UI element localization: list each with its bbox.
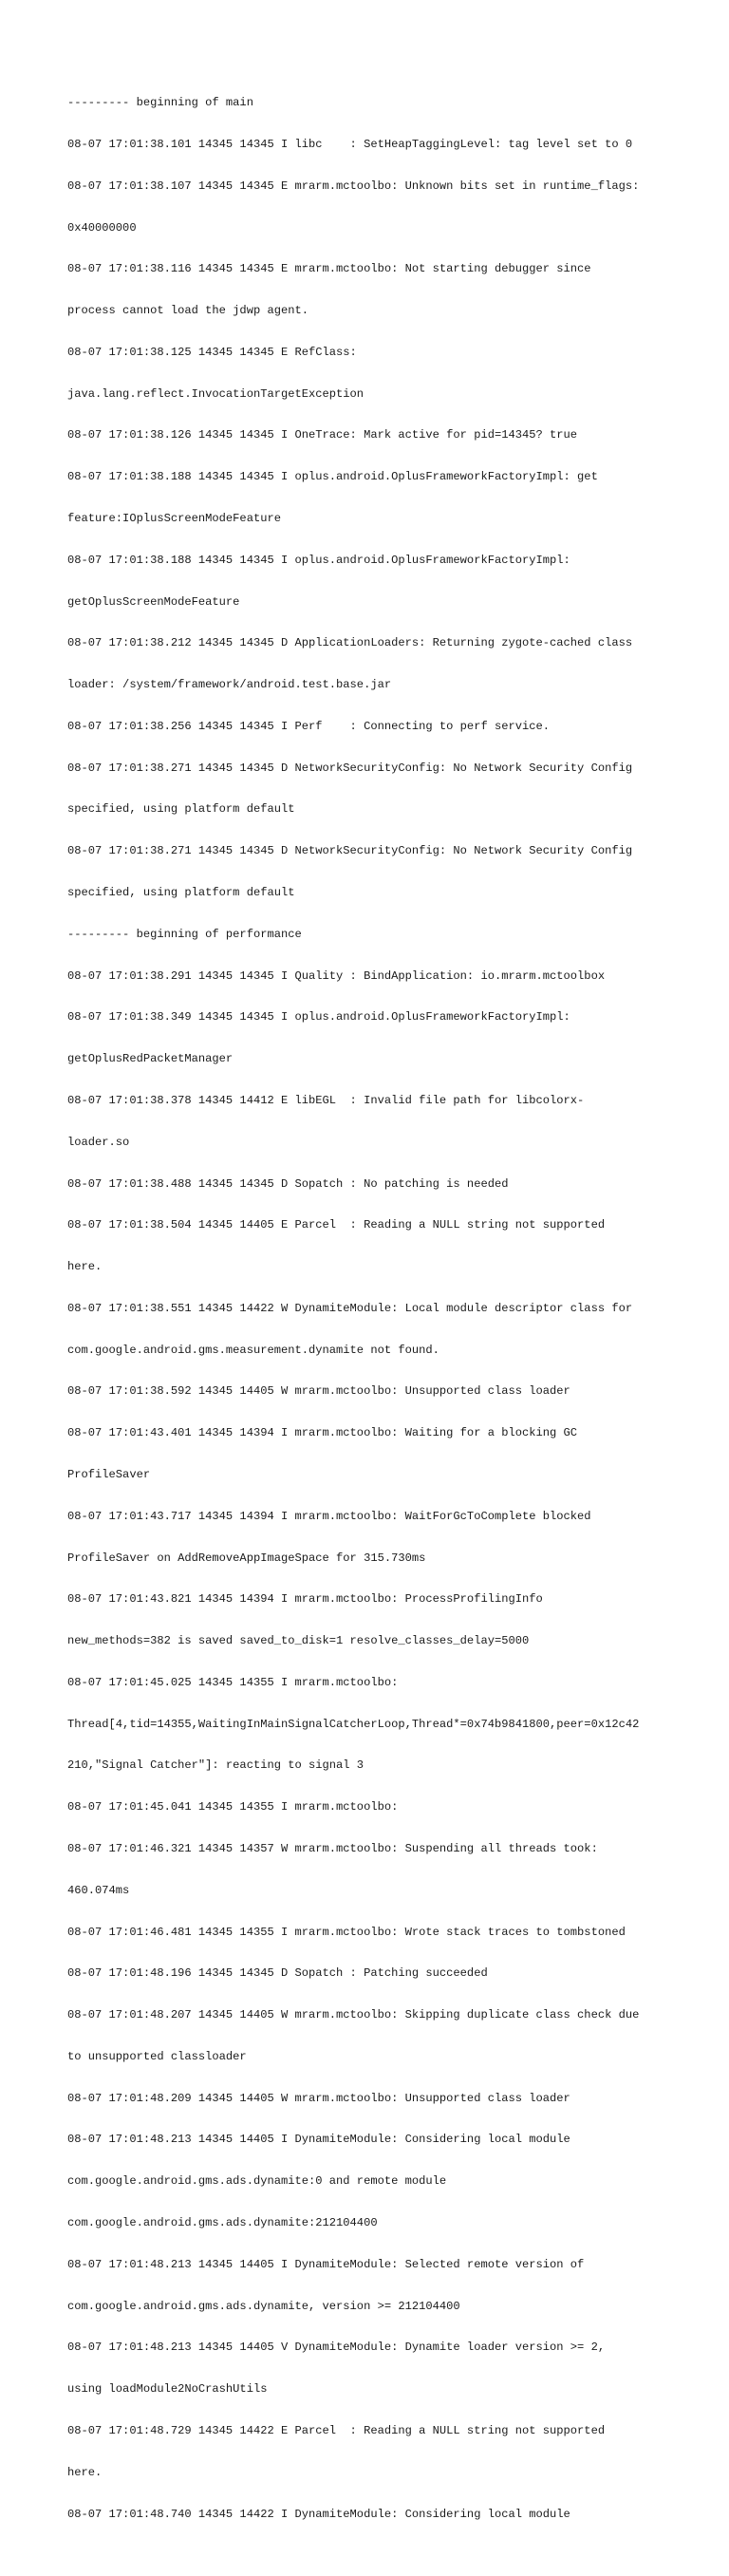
log-line: 210,"Signal Catcher"]: reacting to signal 3 (67, 1758, 364, 1773)
log-line: 08-07 17:01:48.213 14345 14405 I DynamiteModule: Considering local module (67, 2133, 570, 2147)
log-line: specified, using platform default (67, 886, 295, 900)
log-line: 460.074ms (67, 1883, 130, 1897)
log-line: 08-07 17:01:48.196 14345 14345 D Sopatch : Patching succeeded (67, 1966, 488, 1981)
log-line: 08-07 17:01:38.116 14345 14345 E mrarm.mctoolbo: Not starting debugger since (67, 262, 591, 276)
log-line: loader.so (67, 1135, 130, 1149)
log-line: to unsupported classloader (67, 2049, 247, 2063)
log-line: 08-07 17:01:46.321 14345 14357 W mrarm.mctoolbo: Suspending all threads took: (67, 1842, 598, 1855)
log-line: 08-07 17:01:38.101 14345 14345 I libc : SetHeapTaggingLevel: tag level set to 0 (67, 137, 633, 151)
log-line: 08-07 17:01:45.025 14345 14355 I mrarm.mctoolbo: (67, 1675, 399, 1689)
log-line: using loadModule2NoCrashUtils (67, 2382, 268, 2397)
log-line: 08-07 17:01:38.378 14345 14412 E libEGL : Invalid file path for libcolorx- (67, 1093, 585, 1107)
log-line: loader: /system/framework/android.test.base.jar (67, 678, 392, 692)
log-line: 08-07 17:01:48.213 14345 14405 V DynamiteModule: Dynamite loader version >= 2, (67, 2341, 606, 2355)
log-line: 08-07 17:01:38.107 14345 14345 E mrarm.mctoolbo: Unknown bits set in runtime_flags: (67, 179, 640, 193)
log-line: 08-07 17:01:43.401 14345 14394 I mrarm.mctoolbo: Waiting for a blocking GC (67, 1426, 578, 1440)
log-line: 08-07 17:01:38.188 14345 14345 I oplus.android.OplusFrameworkFactoryImpl: get (67, 470, 598, 484)
log-line: com.google.android.gms.ads.dynamite:212104400 (67, 2216, 378, 2230)
log-line: 08-07 17:01:45.041 14345 14355 I mrarm.mctoolbo: (67, 1800, 399, 1814)
log-line: getOplusRedPacketManager (67, 1052, 234, 1066)
log-line: ProfileSaver on AddRemoveAppImageSpace for 315.730ms (67, 1551, 426, 1565)
log-line: 08-07 17:01:43.821 14345 14394 I mrarm.mctoolbo: ProcessProfilingInfo (67, 1592, 543, 1607)
log-line: 08-07 17:01:38.188 14345 14345 I oplus.android.OplusFrameworkFactoryImpl: (67, 553, 570, 567)
log-line: specified, using platform default (67, 802, 295, 817)
log-line: --------- beginning of main (67, 96, 253, 110)
log-line: 08-07 17:01:38.256 14345 14345 I Perf : Connecting to perf service. (67, 719, 551, 733)
log-line: com.google.android.gms.measurement.dynamite not found. (67, 1343, 439, 1357)
log-line: process cannot load the jdwp agent. (67, 304, 309, 318)
log-line: 08-07 17:01:38.592 14345 14405 W mrarm.mctoolbo: Unsupported class loader (67, 1384, 570, 1399)
log-line: com.google.android.gms.ads.dynamite:0 and remote module (67, 2174, 447, 2189)
log-line: --------- beginning of performance (67, 927, 302, 941)
log-line: 08-07 17:01:38.551 14345 14422 W DynamiteModule: Local module descriptor class for (67, 1301, 633, 1315)
log-line: java.lang.reflect.InvocationTargetException (67, 386, 364, 401)
log-line: new_methods=382 is saved saved_to_disk=1 resolve_classes_delay=5000 (67, 1634, 530, 1648)
log-line (67, 2548, 675, 2563)
log-line: getOplusScreenModeFeature (67, 594, 240, 609)
log-line: here. (67, 2465, 103, 2479)
log-line: 08-07 17:01:38.271 14345 14345 D NetworkSecurityConfig: No Network Security Config (67, 761, 633, 775)
log-line: 08-07 17:01:38.212 14345 14345 D ApplicationLoaders: Returning zygote-cached class (67, 636, 633, 650)
log-line: here. (67, 1260, 103, 1274)
log-line: 08-07 17:01:38.125 14345 14345 E RefClass: (67, 345, 357, 359)
log-line: 08-07 17:01:48.740 14345 14422 I DynamiteModule: Considering local module (67, 2507, 570, 2521)
log-line: 08-07 17:01:38.504 14345 14405 E Parcel : Reading a NULL string not supported (67, 1218, 606, 1232)
log-line: 08-07 17:01:48.209 14345 14405 W mrarm.mctoolbo: Unsupported class loader (67, 2091, 570, 2105)
log-line: 08-07 17:01:46.481 14345 14355 I mrarm.mctoolbo: Wrote stack traces to tombstoned (67, 1925, 626, 1939)
log-line: 08-07 17:01:38.488 14345 14345 D Sopatch : No patching is needed (67, 1176, 509, 1191)
log-line: 08-07 17:01:48.207 14345 14405 W mrarm.mctoolbo: Skipping duplicate class check due (67, 2008, 640, 2022)
log-line: 08-07 17:01:38.271 14345 14345 D NetworkSecurityConfig: No Network Security Config (67, 844, 633, 858)
log-line: 08-07 17:01:48.213 14345 14405 I DynamiteModule: Selected remote version of (67, 2257, 585, 2271)
log-document (67, 68, 675, 2576)
log-line: ProfileSaver (67, 1467, 151, 1481)
log-line: 0x40000000 (67, 220, 137, 235)
log-line: 08-07 17:01:38.126 14345 14345 I OneTrace: Mark active for pid=14345? true (67, 428, 578, 442)
log-line: 08-07 17:01:48.729 14345 14422 E Parcel : Reading a NULL string not supported (67, 2423, 606, 2437)
log-line: 08-07 17:01:38.349 14345 14345 I oplus.android.OplusFrameworkFactoryImpl: (67, 1010, 570, 1025)
log-line: Thread[4,tid=14355,WaitingInMainSignalCatcherLoop,Thread*=0x74b9841800,peer=0x12c42 (67, 1717, 640, 1731)
log-line: com.google.android.gms.ads.dynamite, version >= 212104400 (67, 2299, 460, 2313)
log-line: 08-07 17:01:38.291 14345 14345 I Quality : BindApplication: io.mrarm.mctoolbox (67, 968, 606, 983)
log-line: 08-07 17:01:43.717 14345 14394 I mrarm.mctoolbo: WaitForGcToComplete blocked (67, 1509, 591, 1523)
log-line: feature:IOplusScreenModeFeature (67, 512, 281, 525)
